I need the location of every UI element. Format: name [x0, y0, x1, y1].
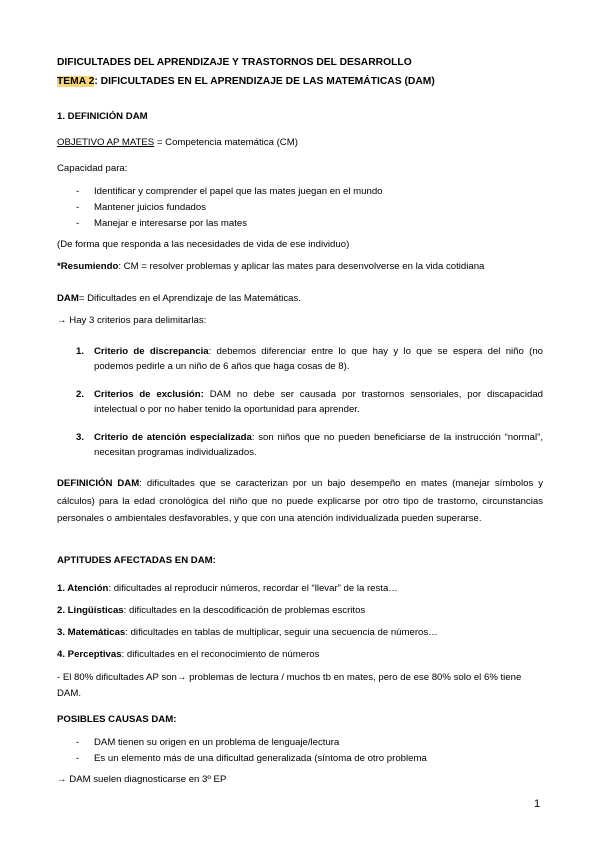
- aptitud-item: [57, 647, 543, 662]
- section-heading-definicion: 1. DEFINICIÓN DAM: [57, 111, 148, 122]
- section-heading-causas: POSIBLES CAUSAS DAM:: [57, 714, 177, 725]
- criterios-intro: → Hay 3 criterios para delimitarlas:: [57, 315, 207, 326]
- criterio-item: [94, 387, 543, 417]
- criterio-item: [94, 344, 543, 374]
- criterio-label: Criterio de atención especializada: [94, 432, 252, 443]
- bullet-dash: -: [76, 737, 80, 748]
- capacidad-item: Mantener juicios fundados: [94, 202, 206, 213]
- objetivo-label: OBJETIVO AP MATES: [57, 137, 155, 148]
- resumiendo-label: *Resumiendo: [57, 261, 119, 272]
- bullet-dash: -: [76, 186, 80, 197]
- aptitud-item: [57, 625, 543, 640]
- criterio-text: : debemos diferenciar entre lo que hay y lo que se espera del niño (no podemos pedirle a un niño de 6 años que haga cosas de 8).: [94, 346, 544, 372]
- bullet-dash: -: [76, 218, 80, 229]
- definicion-label: DEFINICIÓN DAM: [57, 478, 140, 489]
- section-heading-aptitudes: APTITUDES AFECTADAS EN DAM:: [57, 555, 216, 566]
- dam-label: DAM: [57, 293, 79, 304]
- aptitud-text: : dificultades en el reconocimiento de números: [121, 649, 320, 660]
- aptitud-item: [57, 603, 543, 618]
- document-subtitle: [57, 74, 543, 89]
- criterio-label: Criterio de discrepancia: [94, 346, 209, 357]
- tema-highlight: TEMA 2: [57, 76, 95, 87]
- criterio-text: DAM no debe ser causada por trastornos sensoriales, por discapacidad intelectual o por no haber tenido la oportunidad para aprender.: [94, 389, 543, 415]
- definicion-text: : dificultades que se caracterizan por un bajo desempeño en mates (manejar símbolos y cálculos) para la edad cronológica del niño que no puede explicarse por otro tipo de trastorno, circunstancias personales o ambientales desfavorables, y que con una atención individualizada pueden superarse.: [57, 478, 544, 524]
- subtitle-rest: : DIFICULTADES EN EL APRENDIZAJE DE LAS MATEMÁTICAS (DAM): [94, 76, 435, 87]
- criterio-item: [94, 430, 543, 460]
- causas-final-note: → DAM suelen diagnosticarse en 3º EP: [57, 774, 227, 785]
- resumiendo-line: [57, 259, 543, 274]
- bullet-dash: -: [76, 753, 80, 764]
- objetivo-line: [57, 135, 543, 150]
- capacidad-item: Manejar e interesarse por las mates: [94, 218, 248, 229]
- criterio-number: 2.: [76, 389, 85, 400]
- resumiendo-text: : CM = resolver problemas y aplicar las mates para desenvolverse en la vida cotidiana: [118, 261, 485, 272]
- aptitud-text: : dificultades en la descodificación de problemas escritos: [123, 605, 366, 616]
- criterio-number: 3.: [76, 432, 85, 443]
- bullet-dash: -: [76, 202, 80, 213]
- capacidad-nota: (De forma que responda a las necesidades de vida de ese individuo): [57, 239, 350, 250]
- criterio-label: Criterios de exclusión:: [94, 389, 204, 400]
- aptitud-label: 1. Atención: [57, 583, 109, 594]
- objetivo-text: = Competencia matemática (CM): [154, 137, 298, 148]
- aptitud-text: : dificultades al reproducir números, recordar el “llevar” de la resta…: [108, 583, 398, 594]
- criterio-number: 1.: [76, 346, 85, 357]
- causa-item: Es un elemento más de una dificultad generalizada (síntoma de otro problema: [94, 753, 427, 764]
- causa-item: DAM tienen su origen en un problema de lenguaje/lectura: [94, 737, 340, 748]
- aptitud-label: 2. Lingüísticas: [57, 605, 124, 616]
- criterio-text: : son niños que no pueden beneficiarse de la instrucción “normal”, necesitan programas individualizados.: [94, 432, 543, 458]
- dam-definition-line: [57, 291, 543, 306]
- document-title: DIFICULTADES DEL APRENDIZAJE Y TRASTORNOS DEL DESARROLLO: [57, 57, 412, 68]
- definicion-dam-paragraph: [57, 475, 543, 528]
- capacidad-label: Capacidad para:: [57, 163, 128, 174]
- page-number: 1: [534, 798, 541, 810]
- capacidad-item: Identificar y comprender el papel que las mates juegan en el mundo: [94, 186, 383, 197]
- aptitudes-nota: - El 80% dificultades AP son→ problemas de lectura / muchos tb en mates, pero de ese 80% solo el 6% tiene DAM.: [57, 672, 522, 699]
- dam-text: = Dificultades en el Aprendizaje de las Matemáticas.: [78, 293, 301, 304]
- aptitud-label: 3. Matemáticas: [57, 627, 126, 638]
- aptitud-label: 4. Perceptivas: [57, 649, 122, 660]
- aptitud-item: [57, 581, 543, 596]
- aptitud-text: : dificultades en tablas de multiplicar, seguir una secuencia de números…: [125, 627, 438, 638]
